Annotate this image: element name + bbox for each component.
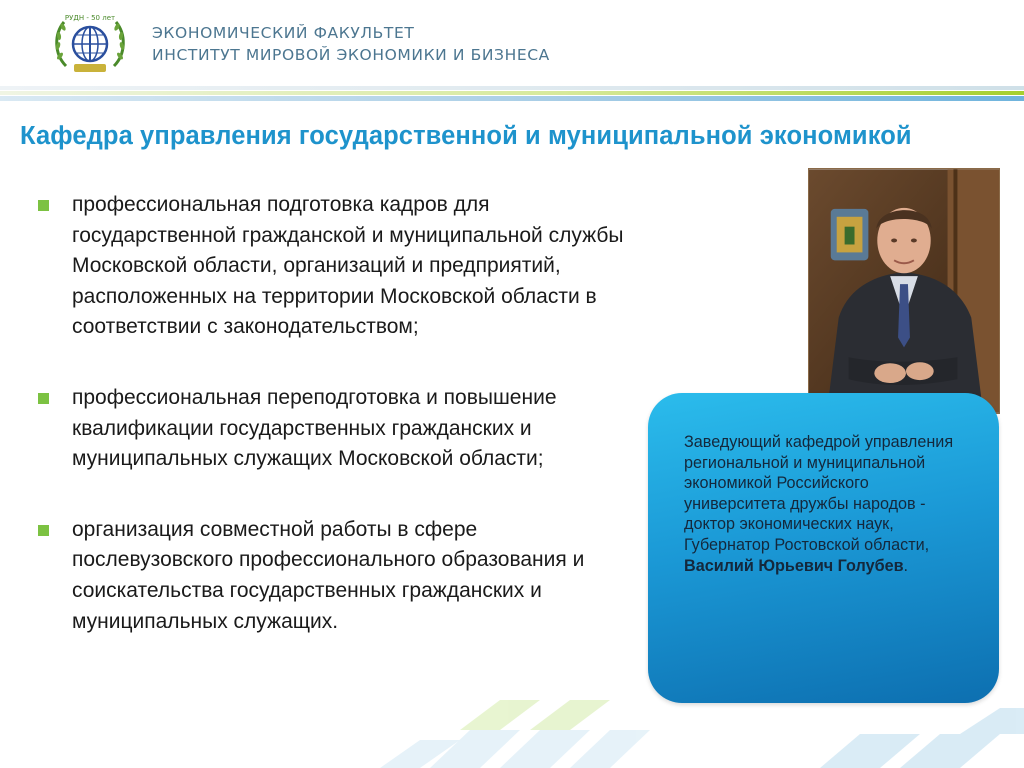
head-name: Василий Юрьевич Голубев (684, 556, 904, 575)
header-stripes (0, 86, 1024, 108)
list-item-text: организация совместной работы в сфере послевузовского профессионального образования и соискательства государственных гражданских и муниципальных служащих. (72, 517, 585, 633)
bullet-square-icon (38, 393, 49, 404)
page-title: Кафедра управления государственной и муниципальной экономикой (20, 122, 912, 150)
faculty-header (152, 22, 550, 66)
info-description: Заведующий кафедрой управления региональной и муниципальной экономикой Российского университета дружбы народов - доктор экономических наук, Губернатор Ростовской области, (684, 433, 954, 554)
bullet-list (38, 190, 628, 677)
info-card-text (684, 432, 974, 576)
list-item (38, 515, 628, 637)
portrait-photo (808, 168, 1000, 414)
info-end: . (903, 556, 909, 575)
bullet-square-icon (38, 200, 49, 211)
list-item (38, 383, 628, 475)
list-item-text: профессиональная переподготовка и повышение квалификации государственных гражданских и муниципальных служащих Московской области; (72, 385, 557, 471)
list-item (38, 190, 628, 343)
faculty-name: ЭКОНОМИЧЕСКИЙ ФАКУЛЬТЕТ (152, 24, 415, 42)
svg-text:РУДН - 50 лет: РУДН - 50 лет (64, 14, 116, 22)
rudn-logo (50, 6, 130, 80)
institute-name: ИНСТИТУТ МИРОВОЙ ЭКОНОМИКИ И БИЗНЕСА (152, 46, 550, 64)
list-item-text: профессиональная подготовка кадров для государственной гражданской и муниципальной службы Московской области, организаций и предприятий, расположенных на территории Московской области в соответствии с законодательством; (72, 193, 624, 339)
bullet-square-icon (38, 525, 49, 536)
